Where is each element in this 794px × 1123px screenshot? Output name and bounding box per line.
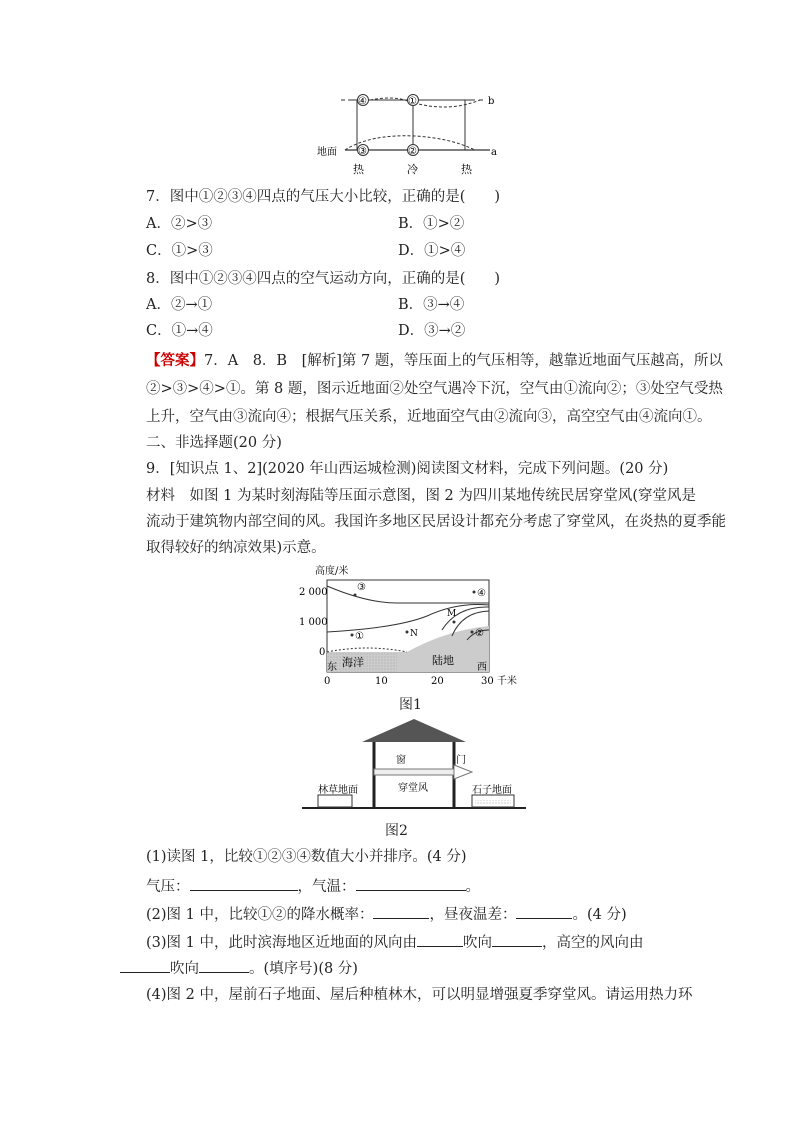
answer-line-1 [146,352,723,370]
temp-range-blank[interactable] [516,904,572,919]
window-label: 窗 [396,755,406,766]
x-tick-30: 30 千米 [481,676,517,687]
right-ground-label: 石子地面 [472,785,512,796]
y-axis-label: 高度/米 [315,566,349,577]
temperature-label: ，气温： [297,879,356,895]
pressure-label: 气压： [146,879,190,895]
q8-option-b: B．③→④ [398,297,465,313]
q7-option-c: C．①>③ [146,243,213,259]
section-title: 二、非选择题(20 分) [146,435,282,451]
sea-land-isobar-figure [297,560,532,690]
sub-q4: (4)图 2 中，屋前石子地面、屋后种植林木，可以明显增强夏季穿堂风。请运用热力环 [146,987,693,1003]
sub-q1-answer [146,876,480,896]
left-ground-label: 林草地面 [318,785,358,796]
y-tick-0: 0 [319,647,326,658]
point-1-fig1: ① [355,631,364,642]
period: 。 [465,879,480,895]
point-4: ④ [358,96,367,107]
answer-line-3: 上升，空气由③流向④；根据气压关系，近地面空气由②流向③，高空空气由④流向①。 [146,409,712,425]
figure1-caption: 图1 [399,697,422,713]
q3-text-d: 吹向 [170,961,199,977]
point-m: M [447,609,457,619]
point-4-fig1: ④ [477,588,486,599]
answer-tag: 【答案】 [146,352,204,369]
x-tick-10: 10 [375,676,388,687]
sub-q3-cont [120,958,358,978]
q3-text-a: (3)图 1 中，此时滨海地区近地面的风向由 [146,935,417,951]
point-2-fig1: ② [475,628,484,639]
q8-option-c: C．①→④ [146,323,213,339]
label-b: b [488,96,495,107]
temperature-blank[interactable] [356,876,466,891]
label-hot-right: 热 [461,163,472,176]
upper-to-blank[interactable] [199,958,249,973]
sea-label: 海洋 [342,656,364,669]
point-n: N [410,629,418,639]
q3-text-e: 。(填序号)(8 分) [249,961,358,977]
label-hot-left: 热 [353,163,364,176]
q9-material-1: 材料 如图 1 为某时刻海陆等压面示意图，图 2 为四川某地传统民居穿堂风(穿堂风是 [146,488,697,504]
label-a: a [491,147,497,158]
answer-line-2: ②>③>④>①。第 8 题，图示近地面②处空气遇冷下沉，空气由①流向②；③处空气受热 [146,381,723,397]
q2-text-b: ，昼夜温差： [429,907,517,923]
q7-option-a: A．②>③ [146,216,213,232]
isobar-diagram [315,88,505,183]
sub-q2 [146,904,627,924]
precip-blank[interactable] [373,904,429,919]
door-label: 门 [456,755,466,766]
pressure-blank[interactable] [190,876,298,891]
y-tick-1000: 1 000 [299,617,328,628]
q2-text-a: (2)图 1 中，比较①②的降水概率： [146,907,374,923]
figure2-caption: 图2 [385,823,408,839]
y-tick-2000: 2 000 [299,587,328,598]
west-label: 西 [477,662,487,673]
house-breeze-figure [300,715,530,815]
upper-from-blank[interactable] [120,958,170,973]
surface-to-blank[interactable] [492,932,542,947]
point-3: ③ [358,146,367,157]
x-tick-0: 0 [324,676,331,687]
q3-text-c: ，高空的风向由 [541,935,644,951]
q2-text-c: 。(4 分) [572,907,627,923]
sub-q3 [146,932,643,952]
point-1: ① [408,96,417,107]
sub-q1: (1)读图 1，比较①②③④数值大小并排序。(4 分) [146,849,467,865]
point-2: ② [408,146,417,157]
q9-line-1: 9．[知识点 1、2](2020 年山西运城检测)阅读图文材料，完成下列问题。(20 分) [146,461,669,477]
q7-option-b: B．①>② [398,216,465,232]
surface-from-blank[interactable] [417,932,463,947]
q7-stem: 7．图中①②③④四点的气压大小比较，正确的是( ) [146,189,501,205]
answer-text-1: 7．A 8．B [解析]第 7 题，等压面上的气压相等，越靠近地面气压越高，所以 [204,353,723,369]
q7-option-d: D．①>④ [398,243,466,259]
land-label: 陆地 [432,654,454,667]
ground-label: 地面 [317,147,337,158]
label-cold: 冷 [407,163,418,176]
q8-option-d: D．③→② [398,323,466,339]
breeze-label: 穿堂风 [398,783,428,794]
east-label: 东 [327,662,337,673]
q9-material-2: 流动于建筑物内部空间的风。我国许多地区民居设计都充分考虑了穿堂风，在炎热的夏季能 [146,514,726,530]
q8-stem: 8．图中①②③④四点的空气运动方向，正确的是( ) [146,271,501,287]
q3-text-b: 吹向 [462,935,492,951]
q9-material-3: 取得较好的纳凉效果)示意。 [146,540,326,556]
x-tick-20: 20 [431,676,444,687]
q8-option-a: A．②→① [146,297,213,313]
point-3-fig1: ③ [357,582,366,593]
